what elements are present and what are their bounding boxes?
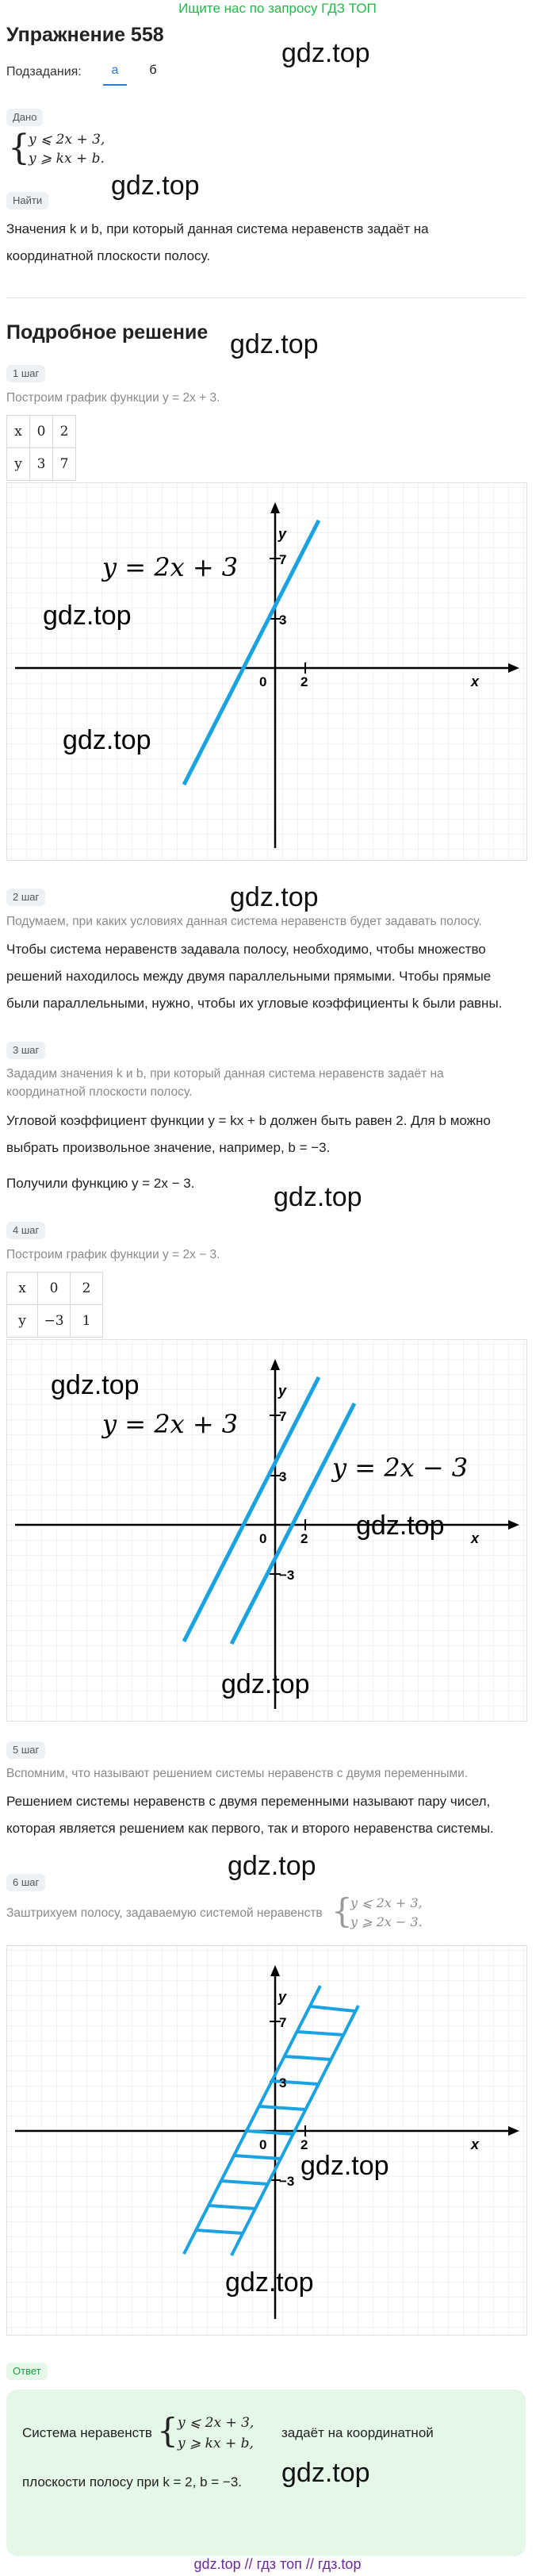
table-cell: x: [7, 416, 30, 448]
step-text: Построим график функции y = 2x + 3.: [6, 391, 220, 405]
axis-x-label: x: [471, 2136, 480, 2152]
tick-label-3: 3: [279, 612, 287, 628]
step-badge: 2 шаг: [6, 889, 45, 906]
step-badge: 3 шаг: [6, 1042, 45, 1059]
tick-label-2: 2: [300, 1531, 308, 1546]
answer-pre: Система неравенств: [22, 2425, 152, 2440]
watermark: gdz.top: [43, 601, 132, 631]
step-text: которая является решением как первого, так и второго неравенства системы.: [6, 1821, 494, 1836]
origin-label: 0: [259, 1531, 267, 1546]
graph-1: [6, 482, 527, 861]
table-cell: 7: [53, 448, 76, 481]
table-cell: y: [7, 1305, 38, 1338]
watermark: gdz.top: [274, 1182, 362, 1212]
tab-a[interactable]: а: [103, 63, 127, 86]
step-text: Построим график функции y = 2x − 3.: [6, 1248, 220, 1261]
brace-icon: {: [331, 1891, 353, 1930]
tick-label-2: 2: [300, 674, 308, 689]
step-badge: 4 шаг: [6, 1222, 45, 1239]
tick-label-3: 3: [279, 1469, 287, 1484]
find-text-2: координатной плоскости полосу.: [6, 248, 211, 263]
answer-sys1: y ⩽ 2x + 3,: [178, 2415, 255, 2431]
table-cell: 3: [30, 448, 53, 481]
given-badge: Дано: [6, 109, 43, 126]
watermark: gdz.top: [63, 725, 151, 755]
graph-4: [6, 1339, 527, 1722]
answer-badge: Ответ: [6, 2363, 48, 2380]
step-text: решений находилось между двумя параллельными прямыми. Чтобы прямые: [6, 969, 492, 984]
step-badge: 5 шаг: [6, 1741, 45, 1759]
page-title: Упражнение 558: [6, 24, 164, 46]
table-cell: 1: [71, 1305, 103, 1338]
watermark: gdz.top: [281, 38, 370, 68]
step-text: выбрать произвольное значение, например, b = −3.: [6, 1140, 331, 1155]
answer-post: задаёт на координатной: [281, 2425, 434, 2440]
graph-6: [6, 1945, 527, 2336]
watermark: gdz.top: [230, 329, 319, 359]
step-text: Получили функцию y = 2x − 3.: [6, 1176, 195, 1191]
tick-label-7: 7: [279, 552, 287, 567]
tick-label-minus3: −3: [279, 2174, 295, 2189]
watermark: gdz.top: [111, 171, 200, 201]
answer-sys2: y ⩾ kx + b,: [178, 2436, 254, 2451]
value-table: [6, 415, 76, 481]
brace-icon: {: [157, 2411, 178, 2450]
watermark: gdz.top: [51, 1370, 140, 1400]
answer-line2: плоскости полосу при k = 2, b = −3.: [22, 2474, 243, 2490]
tick-label-2: 2: [300, 2137, 308, 2152]
step-text: были параллельными, нужно, чтобы их угловые коэффициенты k были равны.: [6, 996, 503, 1011]
step-text: Решением системы неравенств с двумя переменными называют пару чисел,: [6, 1794, 491, 1809]
step6-system: [331, 1892, 458, 1937]
tick-label-7: 7: [279, 2015, 287, 2030]
step-text: Угловой коэффициент функции y = kx + b должен быть равен 2. Для b можно: [6, 1113, 491, 1128]
step-text: Заштрихуем полосу, задаваемую системой неравенств: [6, 1906, 323, 1920]
solution-title: Подробное решение: [6, 321, 209, 344]
step-badge: 1 шаг: [6, 365, 45, 382]
watermark: gdz.top: [281, 2458, 370, 2488]
system-line2: y ⩾ 2x − 3.: [350, 1914, 423, 1929]
tick-label-3: 3: [279, 2075, 287, 2090]
watermark: gdz.top: [300, 2151, 389, 2181]
tab-b[interactable]: б: [149, 63, 157, 77]
table-cell: x: [7, 1273, 38, 1305]
given-line1: y ⩽ 2x + 3,: [29, 132, 105, 148]
find-badge: Найти: [6, 192, 48, 209]
table-cell: y: [7, 448, 30, 481]
answer-system: [157, 2412, 276, 2456]
watermark: gdz.top: [221, 1669, 310, 1699]
top-banner[interactable]: Ищите нас по запросу ГДЗ ТОП: [178, 1, 377, 16]
table-cell: 2: [53, 416, 76, 448]
tick-label-7: 7: [279, 1409, 287, 1424]
step-text: Чтобы система неравенств задавала полосу, необходимо, чтобы множество: [6, 942, 486, 957]
table-cell: −3: [38, 1305, 71, 1338]
brace-icon: {: [8, 128, 30, 168]
given-system: [8, 127, 119, 175]
tick-label-minus3: −3: [279, 1568, 295, 1583]
line-label: y = 2x + 3: [102, 552, 239, 582]
step-muted: Подумаем, при каких условиях данная система неравенств будет задавать полосу.: [6, 915, 482, 928]
line-label-1: y = 2x + 3: [102, 1409, 239, 1439]
value-table: [6, 1272, 103, 1338]
step-muted: координатной плоскости полосу.: [6, 1085, 193, 1099]
step-muted: Вспомним, что называют решением системы неравенств с двумя переменными.: [6, 1767, 469, 1780]
watermark: gdz.top: [356, 1511, 445, 1541]
origin-label: 0: [259, 2137, 267, 2152]
axis-x-label: x: [471, 674, 480, 689]
system-line1: y ⩽ 2x + 3,: [350, 1895, 423, 1910]
origin-label: 0: [259, 674, 267, 689]
axis-y-label: y: [278, 1383, 287, 1399]
axis-x-label: x: [471, 1530, 480, 1546]
subtasks-label: Подзадания:: [6, 65, 82, 79]
find-text-1: Значения k и b, при который данная система неравенств задаёт на: [6, 221, 429, 236]
footer-links[interactable]: gdz.top // гдз топ // гдз.top: [193, 2556, 362, 2572]
given-line2: y ⩾ kx + b.: [29, 151, 105, 167]
watermark: gdz.top: [225, 2267, 314, 2298]
axis-y-label: y: [278, 1989, 287, 2005]
table-cell: 0: [30, 416, 53, 448]
step-badge: 6 шаг: [6, 1874, 45, 1891]
table-cell: 0: [38, 1273, 71, 1305]
line-label-2: y = 2x − 3: [332, 1453, 469, 1483]
watermark: gdz.top: [230, 882, 319, 912]
step-muted: Зададим значения k и b, при который данная система неравенств задаёт на: [6, 1067, 444, 1081]
axis-y-label: y: [278, 526, 287, 542]
watermark: gdz.top: [228, 1851, 316, 1881]
table-cell: 2: [71, 1273, 103, 1305]
